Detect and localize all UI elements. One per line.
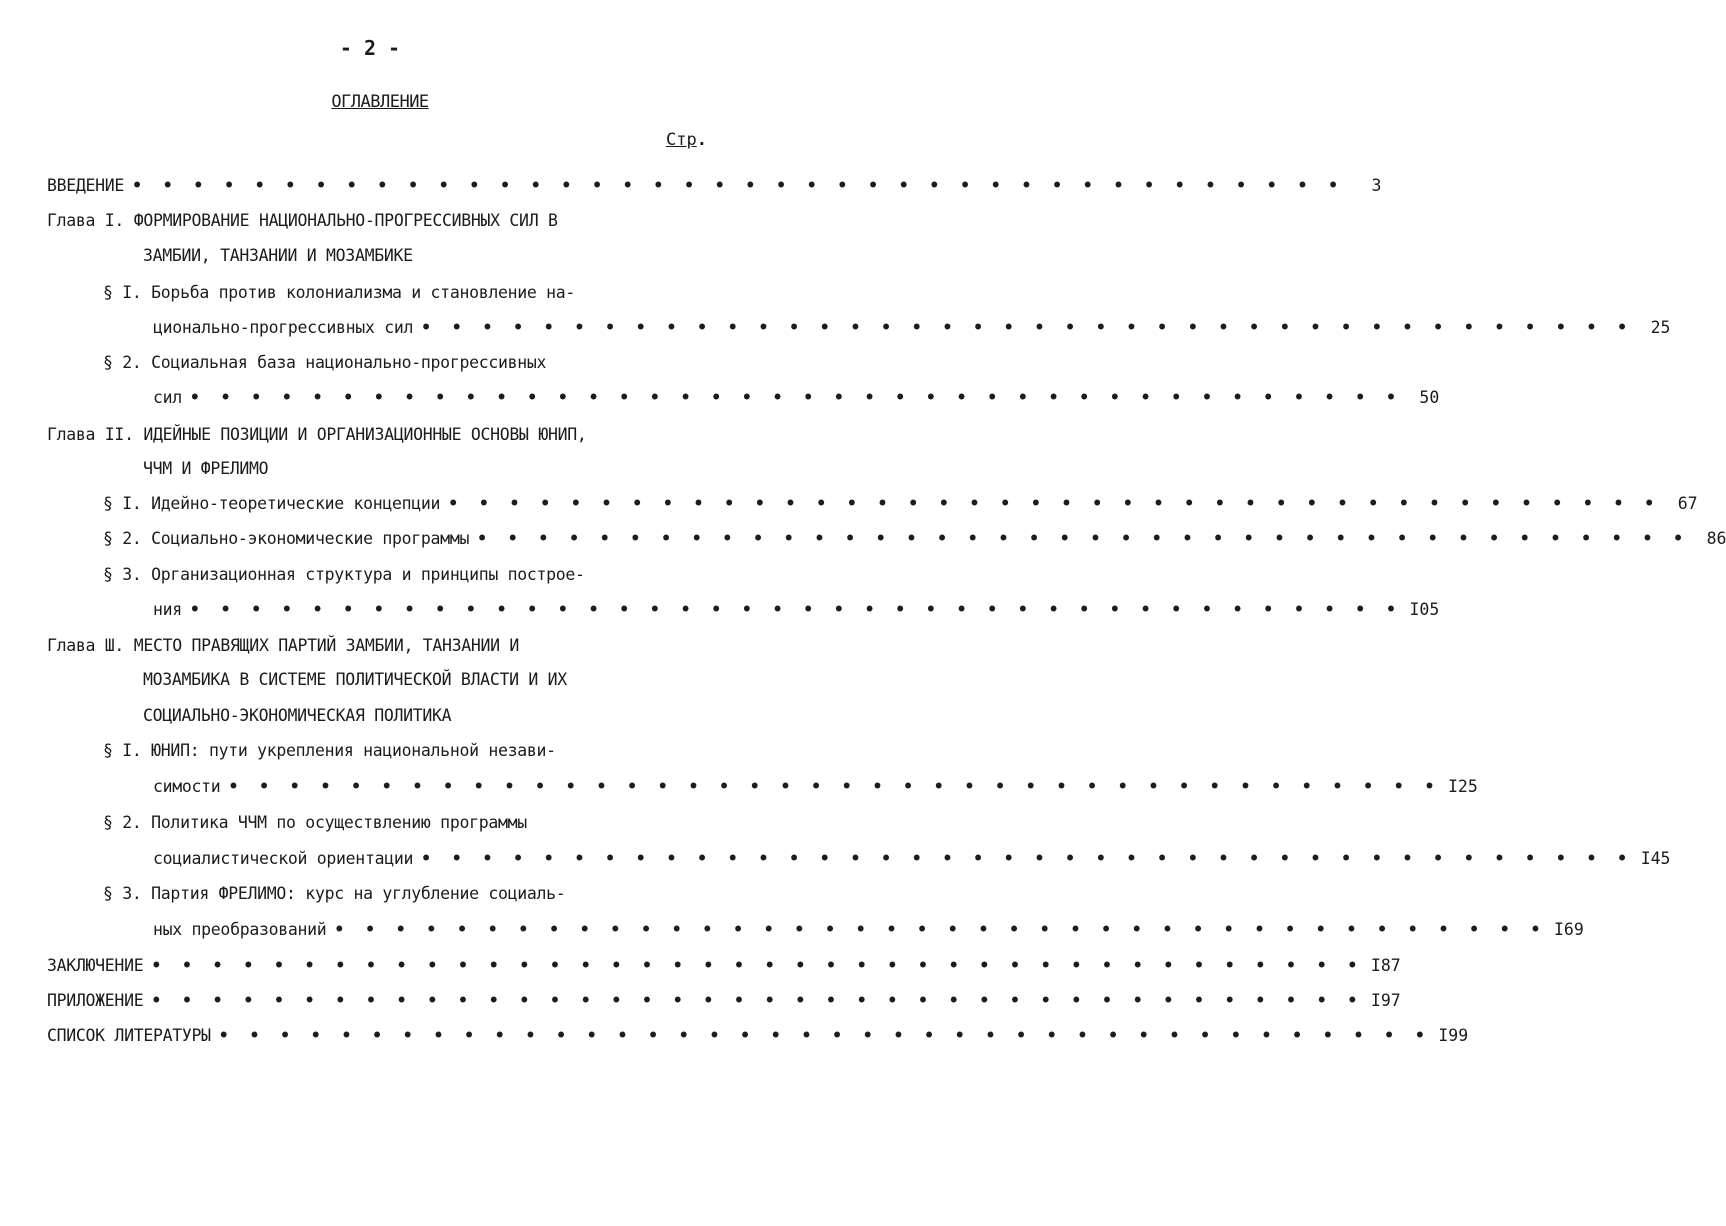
toc-entry <box>143 242 413 270</box>
toc-entry <box>103 490 1698 518</box>
page-title: ОГЛАВЛЕНИЕ <box>331 92 429 112</box>
toc-entry-text: § I. Идейно-теоретические концепции <box>103 494 441 513</box>
toc-leader-dots: • • • • • • • • • • • • • • • • • • • • • • • • • • • • • • • • • • • • • • • • <box>477 529 1689 548</box>
page-column-header <box>666 130 707 150</box>
toc-entry-text: ЗАМБИИ, ТАНЗАНИИ И МОЗАМБИКЕ <box>143 246 413 265</box>
toc-entry-text: ных преобразований <box>153 920 327 939</box>
toc-page-number: I05 <box>1409 600 1440 619</box>
toc-entry <box>153 314 1671 342</box>
toc-entry <box>103 809 527 837</box>
toc-entry-text: ционально-прогрессивных сил <box>153 318 414 337</box>
toc-entry <box>103 349 546 377</box>
toc-leader-dots: • • • • • • • • • • • • • • • • • • • • • • • • • • • • • • • • • • • • • • • • <box>151 991 1363 1010</box>
page-column-label: Стр <box>666 130 697 150</box>
toc-entry-text: ЗАКЛЮЧЕНИЕ <box>47 956 144 975</box>
toc-page-number: I87 <box>1370 956 1401 975</box>
toc-entry-text: ЧЧМ И ФРЕЛИМО <box>143 459 269 478</box>
toc-leader-dots: • • • • • • • • • • • • • • • • • • • • • • • • • • • • • • • • • • • • • • • • <box>132 176 1344 195</box>
toc-leader-dots: • • • • • • • • • • • • • • • • • • • • • • • • • • • • • • • • • • • • • • • • <box>189 600 1402 619</box>
toc-leader-dots: • • • • • • • • • • • • • • • • • • • • • • • • • • • • • • • • • • • • • • • • <box>218 1026 1431 1045</box>
toc-entry <box>153 916 1584 944</box>
toc-leader-dots: • • • • • • • • • • • • • • • • • • • • • • • • • • • • • • • • • • • • • • • • <box>448 494 1660 513</box>
toc-entry <box>153 845 1671 873</box>
toc-page-number: I45 <box>1640 849 1671 868</box>
toc-entry-text: § 2. Социально-экономические программы <box>103 529 470 548</box>
toc-entry-text: социалистической ориентации <box>153 849 414 868</box>
toc-entry <box>153 384 1440 412</box>
toc-entry-text: § 3. Организационная структура и принципы построе- <box>103 565 585 584</box>
toc-page-number: 25 <box>1650 318 1671 337</box>
toc-entry <box>103 880 565 908</box>
toc-entry <box>153 596 1440 624</box>
toc-entry <box>143 666 567 694</box>
toc-entry-text: Глава Ш. МЕСТО ПРАВЯЩИХ ПАРТИЙ ЗАМБИИ, ТАНЗАНИИ И <box>47 636 520 655</box>
toc-page-number: I25 <box>1448 777 1478 796</box>
toc-page-number: 86 <box>1706 529 1726 548</box>
toc-page-number: I99 <box>1438 1026 1469 1045</box>
toc-entry-text: Глава I. ФОРМИРОВАНИЕ НАЦИОНАЛЬНО-ПРОГРЕССИВНЫХ СИЛ В <box>47 211 558 230</box>
toc-entry-text: симости <box>153 777 221 796</box>
page-column-dot: . <box>696 130 707 150</box>
toc-page-number: 3 <box>1371 176 1382 195</box>
toc-entry <box>47 207 558 235</box>
toc-entry <box>103 561 585 589</box>
toc-entry-text: § 2. Политика ЧЧМ по осуществлению программы <box>103 813 527 832</box>
toc-entry-text: ВВЕДЕНИЕ <box>47 176 125 195</box>
toc-entry-text: Глава II. ИДЕЙНЫЕ ПОЗИЦИИ И ОРГАНИЗАЦИОННЫЕ ОСНОВЫ ЮНИП, <box>47 425 587 444</box>
toc-entry-text: § I. ЮНИП: пути укрепления национальной незави- <box>103 741 556 760</box>
toc-leader-dots: • • • • • • • • • • • • • • • • • • • • • • • • • • • • • • • • • • • • • • • • <box>228 777 1440 796</box>
toc-leader-dots: • • • • • • • • • • • • • • • • • • • • • • • • • • • • • • • • • • • • • • • • <box>334 920 1546 939</box>
toc-entry-text: ния <box>153 600 182 619</box>
toc-entry-text: сил <box>153 388 182 407</box>
toc-entry-text: § 3. Партия ФРЕЛИМО: курс на углубление социаль- <box>103 884 566 903</box>
toc-entry-text: СОЦИАЛЬНО-ЭКОНОМИЧЕСКАЯ ПОЛИТИКА <box>143 706 452 725</box>
toc-page-number: 67 <box>1677 494 1698 513</box>
toc-entry <box>103 525 1726 553</box>
toc-entry <box>143 455 268 483</box>
toc-entry-text: СПИСОК ЛИТЕРАТУРЫ <box>47 1026 211 1045</box>
toc-leader-dots: • • • • • • • • • • • • • • • • • • • • • • • • • • • • • • • • • • • • • • • • <box>189 388 1402 407</box>
page-number: - 2 - <box>339 36 401 60</box>
toc-entry-text: МОЗАМБИКА В СИСТЕМЕ ПОЛИТИЧЕСКОЙ ВЛАСТИ И ИХ <box>143 670 567 689</box>
toc-entry <box>47 987 1401 1015</box>
toc-page-number: I69 <box>1553 920 1584 939</box>
toc-entry <box>103 737 556 765</box>
toc-page-number: 50 <box>1419 388 1440 407</box>
toc-entry <box>47 421 587 449</box>
toc-page-number: I97 <box>1370 991 1401 1010</box>
toc-leader-dots: • • • • • • • • • • • • • • • • • • • • • • • • • • • • • • • • • • • • • • • • <box>421 849 1633 868</box>
toc-entry-text: ПРИЛОЖЕНИЕ <box>47 991 144 1010</box>
toc-entry-text: § I. Борьба против колониализма и становление на- <box>103 283 576 302</box>
toc-entry <box>47 1022 1469 1050</box>
toc-leader-dots: • • • • • • • • • • • • • • • • • • • • • • • • • • • • • • • • • • • • • • • • <box>421 318 1633 337</box>
toc-entry <box>103 279 575 307</box>
toc-entry <box>47 952 1401 980</box>
toc-entry-text: § 2. Социальная база национально-прогрессивных <box>103 353 547 372</box>
toc-entry <box>47 172 1382 200</box>
toc-entry <box>143 702 451 730</box>
toc-entry <box>47 632 519 660</box>
toc-entry <box>153 773 1478 801</box>
toc-leader-dots: • • • • • • • • • • • • • • • • • • • • • • • • • • • • • • • • • • • • • • • • <box>151 956 1363 975</box>
